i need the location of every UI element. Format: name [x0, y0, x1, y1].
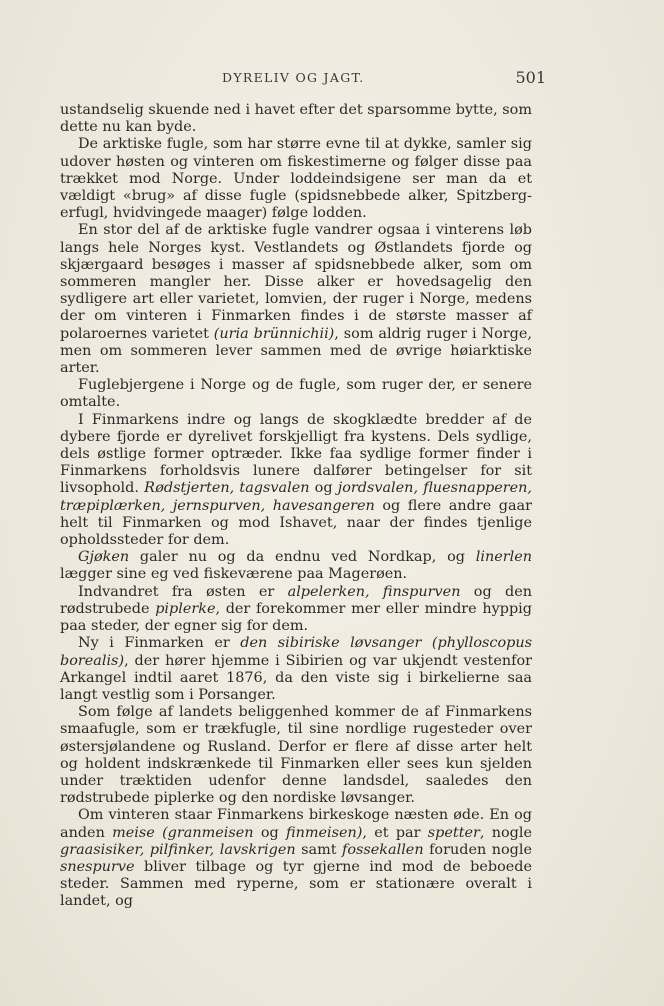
text-run: , som aldrig ruger i Norge, men om sommeren lever sammen med de øvrige høiarktiske arter. [60, 325, 532, 377]
text-run: De arktiske fugle, som har større evne til at dykke, samler sig udover høsten og vinteren om fiskestimerne og følger disse paa trækket mod Norge. Under loddeindsigene ser man da et vældigt «brug» af disse fugle (spidsnebbede alker, Spitzberg-erfugl, hvidvingede maager) følge lodden. [60, 136, 532, 222]
paragraph [60, 412, 532, 550]
paragraph [60, 136, 532, 222]
italic-term: jordsvalen, fluesnapperen, træpiplærken, jernspurven, havesangeren [60, 480, 532, 514]
paragraph [60, 704, 532, 807]
italic-term: den sibiriske løvsanger (phylloscopus borealis) [60, 635, 532, 669]
text-run: bliver tilbage og tyr gjerne ind mod de beboede steder. Sammen med ryperne, som er stationære overalt i landet, og [60, 858, 532, 910]
page-number: 501 [515, 68, 546, 87]
italic-term: fossekallen [342, 841, 424, 858]
text-run: og flere andre gaar helt til Finmarken og mod Ishavet, naar der findes tjenlige opholdssteder for dem. [60, 497, 532, 549]
text-run: og [253, 824, 286, 841]
italic-term: finmeisen) [286, 824, 363, 841]
italic-term: Rødstjerten, tagsvalen [144, 480, 310, 497]
paragraph [60, 635, 532, 704]
text-run: , der forekommer mer eller mindre hyppig paa steder, der egner sig for dem. [60, 600, 532, 635]
italic-term: piplerke [155, 600, 216, 617]
text-run: galer nu og da endnu ved Nordkap, og [129, 549, 476, 566]
italic-term: linerlen [475, 549, 532, 566]
paragraph [60, 377, 532, 411]
running-head: DYRELIV OG JAGT. [222, 70, 365, 85]
text-run: og [309, 480, 338, 497]
text-run: Som følge af landets beliggenhed kommer de af Finmarkens smaafugle, som er trækfugle, til sine nordlige rugesteder over østersjølandene og Rusland. Derfor er flere af disse arter helt og holdent indskrænkede til Finmarken eller sees kun sjelden under træktiden udenfor denne landsdel, saaledes den rødstrubede piplerke og den nordiske løvsanger. [60, 704, 532, 807]
text-run: Om vinteren staar Finmarkens birkeskoge næsten øde. En og anden [60, 807, 532, 841]
text-run: lægger sine eg ved fiskeværene paa Magerøen. [60, 566, 408, 583]
text-run: Fuglebjergene i Norge og de fugle, som ruger der, er senere omtalte. [60, 377, 532, 411]
paragraph [60, 807, 532, 910]
text-run: Ny i Finmarken er [78, 635, 241, 652]
text-run: Indvandret fra østen er [78, 583, 288, 600]
italic-term: graasisiker, pilfinker, lavskrigen [60, 841, 296, 858]
text-run: I Finmarkens indre og langs de skogklædte bredder af de dybere fjorde er dyrelivet forskjelligt fra kystens. Dels sydlige, dels østlige former optræder. Ikke faa sydlige former finder i Finmarkens forholdsvis lunere dalfører betingelser for sit livsophold. [60, 411, 532, 497]
italic-term: spetter [427, 824, 480, 841]
paragraph [60, 222, 532, 377]
body-text [60, 102, 532, 911]
italic-term: alpelerken, finspurven [287, 583, 461, 600]
text-run: ustandselig skuende ned i havet efter det sparsomme bytte, som dette nu kan byde. [60, 102, 532, 136]
text-run: og den rødstrubede [60, 583, 532, 617]
text-run: foruden nogle [423, 841, 533, 858]
paragraph [60, 584, 532, 636]
text-run: samt [295, 841, 343, 858]
text-run: En stor del af de arktiske fugle vandrer ogsaa i vinterens løb langs hele Norges kyst. Vestlandets og Østlandets fjorde og skjærgaard besøges i masser af spidsnebbede alker, som om sommeren mangler her. Disse alker er hovedsagelig den sydligere art eller varietet, lomvien, der ruger i Norge, medens der om vinteren i Finmarken findes i de største masser af polaroernes varietet [60, 222, 532, 342]
text-run: , et par [362, 824, 428, 841]
text-run: , nogle [479, 824, 532, 841]
italic-term: meise (granmeisen [112, 824, 254, 841]
italic-term: Gjøken [78, 549, 130, 566]
italic-term: (uria brünnichii) [213, 325, 335, 342]
page-header [60, 68, 546, 90]
paragraph [60, 549, 532, 583]
text-run: , der hører hjemme i Sibirien og var ukjendt vestenfor Arkangel indtil aaret 1876, da den viste sig i birkelierne saa langt vestlig som i Porsanger. [60, 652, 532, 703]
italic-term: snespurve [60, 858, 135, 875]
paragraph [60, 102, 532, 136]
